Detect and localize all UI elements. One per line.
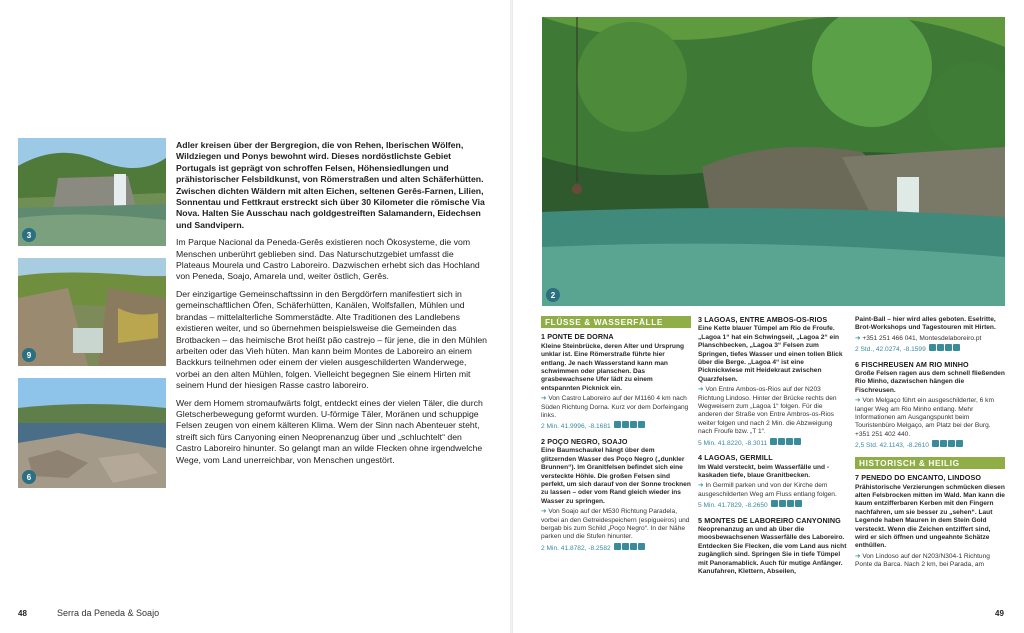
waterfall-image — [18, 138, 166, 246]
intro-paragraph: Adler kreisen über der Bergregion, die von Rehen, Iberischen Wölfen, Wildziegen und Ponys bewohnt wird. Dieses nordöstlichste Gebiet Portugals ist geprägt von schroffen Felsen, Höhensiedlungen und prähistorischer Felsbildkunst, von Römerstraßen und alten Schäferhütten. Zwischen dichten Wäldern mit alten Eichen, seltenen Gerês-Farnen, Lilien, Sonnentau und Fettkraut erstreckt sich über 30 Kilometer die römische Via Nova. Halten Sie Ausschau nach goldgestreiften Salamandern, Eidechsen und Sandvipern. — [176, 140, 485, 230]
entry-directions: ➔ Von Castro Laboreiro auf der M1160 4 km nach Süden Richtung Dorna. Kurz vor dem Dorfeingang links. — [541, 395, 689, 420]
arrow-icon: ➔ — [698, 482, 706, 490]
amenity-icons — [931, 440, 963, 450]
listing-entry — [698, 454, 848, 510]
arrow-icon: ➔ — [855, 334, 863, 342]
entry-title: 7 PENEDO DO ENCANTO, LINDOSO — [855, 473, 982, 483]
entry-directions: ➔ Von Melgaço führt ein ausgeschilderter, 6 km langer Weg am Rio Minho entlang. Mehr Informationen am Ausgangspunkt beim Touristenbüro Melgaço, am Platz bei der Burg. +351 251 402 440. — [855, 397, 994, 438]
listing-entry-continued — [855, 316, 1005, 355]
entry-description: Eine Kette blauer Tümpel am Rio de Froufe. „Lagoa 1“ hat ein Schwingseil, „Lagoa 2“ ein Planschbecken, „Lagoa 3“ Felsen zum Springen, tiefes Wasser und einen tollen Blick über die Berge. „Lagoa 4“ ist eine Picknickwiese mit Heidekraut zwischen Quarzfelsen. — [698, 325, 843, 383]
river-image — [18, 378, 166, 488]
entry-description: Prähistorische Verzierungen schmücken diesen alten Felsbrocken mitten im Wald. Man kann die kaum entzifferbaren Kerben mit den Fingern nachfahren, um sie besser zu „sehen“. Laut Legende haben Mauren in dem Stein Gold versteckt. Wenn die Zeichen entziffert sind, wird er sich öffnen und ungeahnte Schätze enthüllen. — [855, 483, 1005, 550]
photo-number-badge: 2 — [546, 288, 560, 302]
amenity-icons — [769, 438, 801, 448]
entry-description: Neoprenanzug an und ab über die moosbewachsenen Wasserfälle des Laboreiro. Entdecken Sie Flecken, die vom Land aus nicht zugänglich sind. Springen Sie in tiefe Tümpel mit Panoramablick. Auch für mutige Anfänger. Kanufahren, Klettern, Abseilen, — [698, 525, 847, 575]
photo-number-badge: 3 — [22, 228, 36, 242]
arrow-icon: ➔ — [698, 386, 706, 394]
hero-photo-poco-negro — [542, 17, 1005, 306]
body-paragraph: Im Parque Nacional da Peneda-Gerês existieren noch Ökosysteme, die vom Menschen unberührt geblieben sind. Das Naturschutzgebiet umfasst die Plateaus Mourela und Castro Laboreiro. Dazwischen erhebt sich das Hochland von Peneda, Soajo, Amarela und, weiter östlich, Gerês. — [176, 237, 480, 282]
amenity-icons — [770, 500, 802, 510]
entry-gps: 2 Min. 41.8782, -8.2582 — [541, 543, 691, 553]
entry-title: 2 POÇO NEGRO, SOAJO — [541, 436, 628, 446]
listing-entry — [541, 333, 691, 431]
listing-column-2 — [698, 316, 848, 582]
photo-number-badge: 9 — [22, 348, 36, 362]
listing-column-1 — [541, 316, 691, 559]
entry-directions: ➔ Von Soajo auf der M530 Richtung Paradela, vorbei an den Getreidespeichern (espigueiros) und bergab bis zum Schild „Poço Negro“. In der Nähe parken und die Stufen hinunter. — [541, 508, 690, 541]
body-paragraph: Wer dem Homem stromaufwärts folgt, entdeckt eines der vielen Täler, die durch Gletscherbewegung geformt wurden. U-förmige Täler, Moränen und schuppige Felsen zeugen von einem kälteren Klima. Wem der Sinn nach Abenteuer steht, streift sich fürs Canyoning einen Neoprenanzug über und „schluchtelt“ den Castro Laboreiro hinunter. So gelangt man an wilde Flecken ohne irgendwelche Wege, vom Land unerreichbar, von Menschen ungestört. — [176, 397, 483, 465]
entry-directions: ➔ +351 251 466 041, Montesdelaboreiro.pt — [855, 334, 982, 342]
photo-river-rocks-6 — [18, 378, 166, 488]
arrow-icon: ➔ — [541, 395, 549, 403]
entry-title: 4 LAGOAS, GERMILL — [698, 453, 773, 463]
entry-gps: 2,5 Std. 42.1143, -8.2610 — [855, 440, 1005, 450]
arrow-icon: ➔ — [855, 397, 863, 405]
entry-title: 3 LAGOAS, ENTRE AMBOS-OS-RIOS — [698, 315, 828, 324]
arrow-icon: ➔ — [541, 508, 549, 516]
listing-entry — [698, 517, 848, 577]
listing-entry — [855, 361, 1005, 451]
entry-gps: 2 Min. 41.9996, -8.1681 — [541, 421, 691, 431]
arrow-icon: ➔ — [855, 552, 863, 560]
listing-entry — [698, 316, 848, 448]
photo-number-badge: 6 — [22, 470, 36, 484]
entry-description: Paint-Ball – hier wird alles geboten. Eselritte, Brot-Workshops und Tagestouren mit Hirten. — [855, 316, 996, 332]
listing-entry — [541, 438, 691, 553]
listing-entry — [855, 474, 1005, 569]
photo-waterfall-3 — [18, 138, 166, 246]
entry-gps: 2 Std., 42.0274, -8.1599 — [855, 344, 1005, 354]
entry-description: Große Felsen ragen aus dem schnell fließenden Rio Minho, dazwischen hängen die Fischreusen. — [855, 370, 1005, 394]
running-title: Serra da Peneda & Soajo — [57, 608, 160, 618]
page-number-right: 49 — [995, 609, 1004, 618]
entry-title: 5 MONTES DE LABOREIRO CANYONING — [698, 515, 841, 525]
entry-description: Eine Baumschaukel hängt über dem glitzernden Wasser des Poço Negro („dunkler Brunnen“). Im Granitfelsen befindet sich eine versteckte Höhle. Die großen Felsen sind perfekt, um sich darauf von der Sonne trocknen zu lassen – oder vom Rand gleich wieder ins Wasser zu springen. — [541, 447, 691, 505]
entry-gps: 5 Min. 41.7829, -8.2650 — [698, 500, 848, 510]
entry-directions: ➔ Von Lindoso auf der N203/N304-1 Richtung Ponte da Barca. Nach 2 km, bei Parada, am — [855, 552, 990, 569]
category-header-water: FLÜSSE & WASSERFÄLLE — [541, 316, 691, 328]
entry-title: 6 FISCHREUSEN AM RIO MINHO — [855, 359, 969, 369]
entry-description: Kleine Steinbrücke, deren Alter und Ursprung unklar ist. Eine Römerstraße führte hier entlang. Je nach Wasserstand kann man schwimmen oder planschen. Das grasbewachsene Ufer lädt zu einem entspannten Picknick ein. — [541, 342, 685, 392]
left-body-text — [176, 140, 488, 472]
entry-description: Im Wald versteckt, beim Wasserfälle und -kaskaden tiefe, blaue Granitbecken. — [698, 463, 830, 479]
entry-title: 1 PONTE DE DORNA — [541, 332, 614, 342]
entry-gps: 5 Min. 41.8220, -8.3011 — [698, 438, 848, 448]
valley-image — [18, 258, 166, 366]
pool-image — [542, 17, 1005, 306]
page-number-left: 48 — [18, 609, 27, 618]
amenity-icons — [613, 421, 645, 431]
page-gutter — [510, 0, 513, 633]
entry-directions: ➔ Von Entre Ambos-os-Rios auf der N203 Richtung Lindoso. Hinter der Brücke rechts den Wegweisern zum „Lagoa 1“ folgen. Für die anderen der Straße von Entre Ambros-os-Rios weiter folgen und nach 2 Min. die Abzweigung nach Froufe bzw. „T 1“. — [698, 386, 837, 436]
amenity-icons — [928, 344, 960, 354]
entry-directions: ➔ In Germill parken und von der Kirche dem ausgeschilderten Weg am Fluss entlang folgen. — [698, 482, 837, 498]
category-header-heritage: HISTORISCH & HEILIG — [855, 457, 1005, 469]
listing-column-3 — [855, 316, 1005, 576]
amenity-icons — [613, 543, 645, 553]
photo-rocky-valley-9 — [18, 258, 166, 366]
body-paragraph: Der einzigartige Gemeinschaftssinn in den Bergdörfern manifestiert sich in gemeinschaftlichen Öfen, Schäferhütten, Kanälen, Wolfsfallen, Mühlen und brandas – mittelalterliche Sommerstädte. Alte Traditionen des Landlebens existieren weiter, und so übernehmen beispielsweise die Gemeinden das Brotbacken – das heimische Brot heißt pão castrejo – für jene, die in den Mühlen arbeiten oder das Vieh hüten. Man kann beim Montes de Laboreiro an einem Backkurs teilnehmen oder einem der vielen ausgeschilderten Wanderwege, vorbei an den alten Mühlen, folgen. Vielleicht begegnen Sie einem Hirten mit seinem Hund der hiesigen Rasse castro laboreiro. — [176, 288, 487, 391]
